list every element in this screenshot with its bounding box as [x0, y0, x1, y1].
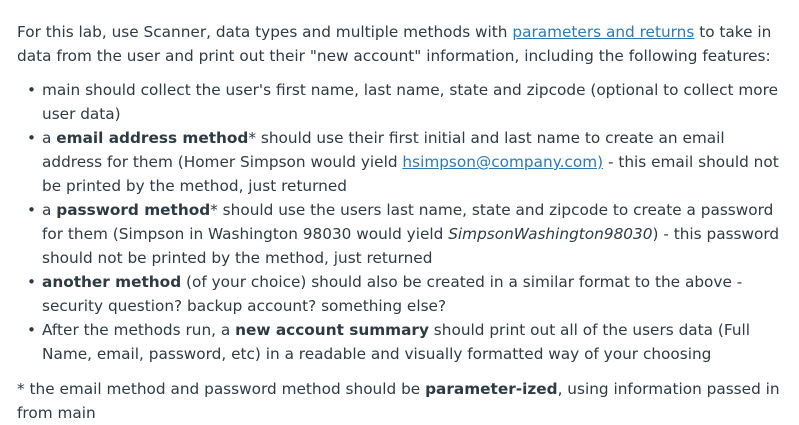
feature-item-email-method	[42, 126, 787, 198]
feature-bold-term: another method	[42, 273, 182, 291]
footnote-text: * the email method and password method should be	[17, 380, 426, 398]
footnote	[17, 377, 787, 425]
feature-text: * should use the users last name, state and zipcode to create a password for them (Simpson in Washington 98030 would yield	[42, 201, 774, 243]
password-example: SimpsonWashington98030	[448, 225, 653, 243]
feature-text: a	[42, 129, 57, 147]
feature-text: a	[42, 201, 57, 219]
lab-instructions	[17, 20, 787, 425]
feature-text: (of your choice) should also be created in a similar format to the above - security question? backup account? something else?	[42, 273, 743, 315]
intro-text-continued: to take in data from the user and print out their "new account" information, including the following features:	[17, 23, 772, 65]
feature-text: - this email should not be printed by the method, just returned	[42, 153, 779, 195]
feature-text: ) - this password should not be printed by the method, just returned	[42, 225, 780, 267]
feature-item-account-summary	[42, 318, 787, 366]
feature-text: main should collect the user's first name, last name, state and zipcode (optional to collect more user data)	[42, 81, 778, 123]
parameters-and-returns-link[interactable]: parameters and returns	[512, 23, 695, 41]
intro-paragraph	[17, 20, 787, 68]
email-example-link[interactable]: hsimpson@company.com)	[402, 153, 604, 171]
feature-item-another-method	[42, 270, 787, 318]
feature-bold-term: new account summary	[235, 321, 429, 339]
feature-item-password-method	[42, 198, 787, 270]
feature-text: After the methods run, a	[42, 321, 236, 339]
feature-list	[17, 78, 787, 366]
footnote-text: , using information passed in from main	[17, 380, 780, 422]
feature-bold-term: email address method	[56, 129, 249, 147]
intro-text: For this lab, use Scanner, data types and multiple methods with	[17, 23, 513, 41]
feature-item-main	[42, 78, 787, 126]
feature-bold-term: password method	[56, 201, 211, 219]
feature-text: * should use their first initial and last name to create an email address for them (Homer Simpson would yield	[42, 129, 725, 171]
feature-text: should print out all of the users data (Full Name, email, password, etc) in a readable and visually formatted way of your choosing	[42, 321, 751, 363]
footnote-bold-term: parameter-ized	[425, 380, 558, 398]
